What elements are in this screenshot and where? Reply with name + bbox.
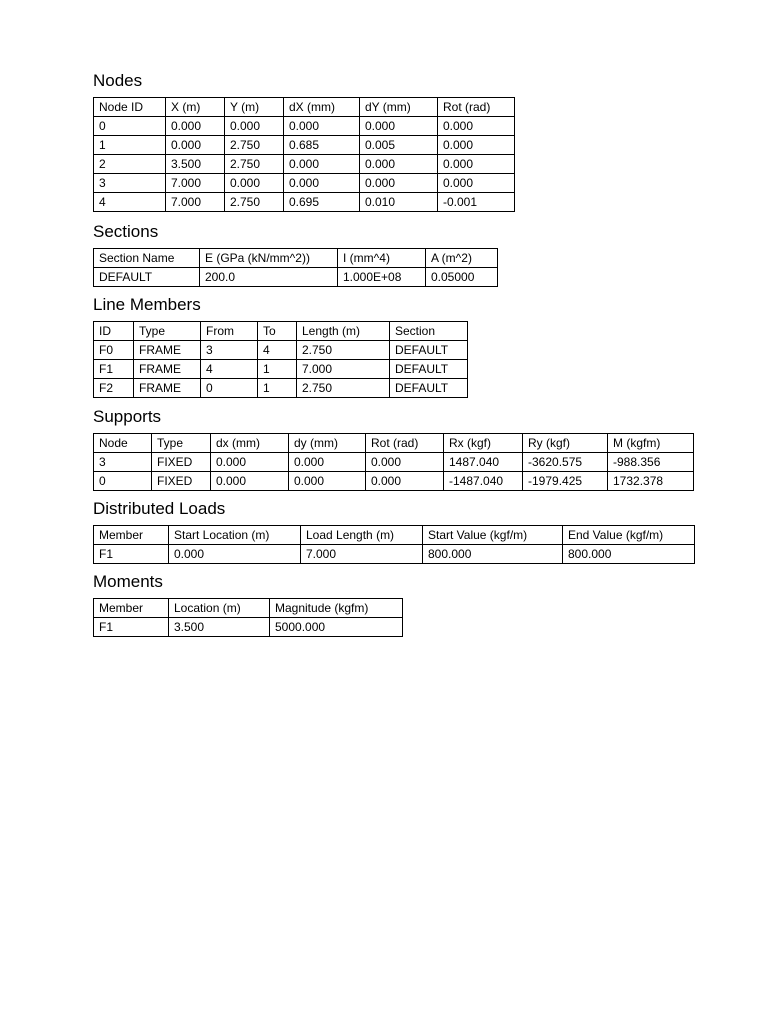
line-members-section xyxy=(93,295,468,398)
table-cell: 0.000 xyxy=(284,117,360,136)
table-row xyxy=(94,472,694,491)
column-header: E (GPa (kN/mm^2)) xyxy=(200,249,338,268)
table-cell: F1 xyxy=(94,545,169,564)
sections-section xyxy=(93,222,498,287)
table-cell: 0.000 xyxy=(211,472,289,491)
column-header: Length (m) xyxy=(297,322,390,341)
column-header: dy (mm) xyxy=(289,434,366,453)
table-cell: 0.695 xyxy=(284,193,360,212)
table-cell: 1732.378 xyxy=(608,472,694,491)
table-cell: FRAME xyxy=(134,379,201,398)
table-row xyxy=(94,136,515,155)
distributed-loads-section xyxy=(93,499,695,564)
column-header: Rx (kgf) xyxy=(444,434,523,453)
line-members-table xyxy=(93,321,468,398)
column-header: Y (m) xyxy=(225,98,284,117)
column-header: Node ID xyxy=(94,98,166,117)
table-cell: 0.000 xyxy=(225,117,284,136)
table-cell: 7.000 xyxy=(301,545,423,564)
column-header: A (m^2) xyxy=(426,249,498,268)
table-cell: 0.000 xyxy=(289,453,366,472)
table-cell: F1 xyxy=(94,360,134,379)
table-cell: 2.750 xyxy=(297,379,390,398)
table-cell: 7.000 xyxy=(166,193,225,212)
column-header: Load Length (m) xyxy=(301,526,423,545)
table-cell: 7.000 xyxy=(297,360,390,379)
table-cell: 0.000 xyxy=(284,155,360,174)
column-header: Member xyxy=(94,526,169,545)
table-cell: FIXED xyxy=(152,472,211,491)
moments-section xyxy=(93,572,403,637)
table-cell: FRAME xyxy=(134,341,201,360)
column-header: Magnitude (kgfm) xyxy=(270,599,403,618)
column-header: Location (m) xyxy=(169,599,270,618)
table-cell: 2.750 xyxy=(225,193,284,212)
sections-title: Sections xyxy=(93,222,159,241)
table-header-row xyxy=(94,322,468,341)
table-cell: 1.000E+08 xyxy=(338,268,426,287)
table-cell: DEFAULT xyxy=(94,268,200,287)
column-header: Type xyxy=(134,322,201,341)
table-cell: F2 xyxy=(94,379,134,398)
supports-section xyxy=(93,407,694,491)
table-header-row xyxy=(94,599,403,618)
table-row xyxy=(94,193,515,212)
table-cell: 4 xyxy=(94,193,166,212)
column-header: M (kgfm) xyxy=(608,434,694,453)
table-header-row xyxy=(94,249,498,268)
column-header: Type xyxy=(152,434,211,453)
table-cell: 0.000 xyxy=(438,117,515,136)
moments-table xyxy=(93,598,403,637)
table-row xyxy=(94,545,695,564)
table-cell: DEFAULT xyxy=(390,379,468,398)
table-cell: 0.000 xyxy=(211,453,289,472)
column-header: dx (mm) xyxy=(211,434,289,453)
table-cell: 200.0 xyxy=(200,268,338,287)
table-cell: 3 xyxy=(201,341,258,360)
table-row xyxy=(94,268,498,287)
distributed-loads-title: Distributed Loads xyxy=(93,499,226,518)
table-cell: 0.000 xyxy=(284,174,360,193)
table-cell: 2.750 xyxy=(225,155,284,174)
table-cell: 5000.000 xyxy=(270,618,403,637)
table-cell: DEFAULT xyxy=(390,341,468,360)
table-cell: 0.000 xyxy=(166,136,225,155)
column-header: Node xyxy=(94,434,152,453)
table-cell: -3620.575 xyxy=(523,453,608,472)
table-cell: 1 xyxy=(258,360,297,379)
table-header-row xyxy=(94,526,695,545)
table-row xyxy=(94,379,468,398)
table-cell: 0.000 xyxy=(225,174,284,193)
table-cell: 2.750 xyxy=(297,341,390,360)
column-header: Section xyxy=(390,322,468,341)
table-cell: 0.000 xyxy=(289,472,366,491)
line-members-title: Line Members xyxy=(93,295,201,314)
moments-title: Moments xyxy=(93,572,163,591)
table-cell: 1 xyxy=(94,136,166,155)
table-cell: 0.005 xyxy=(360,136,438,155)
table-row xyxy=(94,174,515,193)
column-header: Start Location (m) xyxy=(169,526,301,545)
column-header: ID xyxy=(94,322,134,341)
table-cell: 0.000 xyxy=(360,174,438,193)
table-cell: 0.000 xyxy=(360,155,438,174)
table-header-row xyxy=(94,98,515,117)
table-cell: 3 xyxy=(94,174,166,193)
table-cell: 0.685 xyxy=(284,136,360,155)
column-header: End Value (kgf/m) xyxy=(563,526,695,545)
column-header: Ry (kgf) xyxy=(523,434,608,453)
table-row xyxy=(94,155,515,174)
table-cell: 0.000 xyxy=(166,117,225,136)
table-cell: 0.000 xyxy=(438,136,515,155)
column-header: dY (mm) xyxy=(360,98,438,117)
table-cell: 0 xyxy=(201,379,258,398)
table-cell: 0.000 xyxy=(438,174,515,193)
table-cell: 1487.040 xyxy=(444,453,523,472)
column-header: Rot (rad) xyxy=(366,434,444,453)
table-cell: 0 xyxy=(94,117,166,136)
table-cell: 3.500 xyxy=(166,155,225,174)
column-header: X (m) xyxy=(166,98,225,117)
table-cell: 0 xyxy=(94,472,152,491)
table-row xyxy=(94,117,515,136)
column-header: Member xyxy=(94,599,169,618)
nodes-table xyxy=(93,97,515,212)
column-header: Section Name xyxy=(94,249,200,268)
table-cell: 800.000 xyxy=(423,545,563,564)
table-cell: DEFAULT xyxy=(390,360,468,379)
table-cell: 1 xyxy=(258,379,297,398)
column-header: From xyxy=(201,322,258,341)
distributed-loads-table xyxy=(93,525,695,564)
nodes-section xyxy=(93,71,515,212)
table-cell: 2 xyxy=(94,155,166,174)
table-cell: 3 xyxy=(94,453,152,472)
column-header: To xyxy=(258,322,297,341)
supports-title: Supports xyxy=(93,407,162,426)
table-row xyxy=(94,618,403,637)
sections-table xyxy=(93,248,498,287)
table-row xyxy=(94,453,694,472)
table-row xyxy=(94,360,468,379)
table-cell: 2.750 xyxy=(225,136,284,155)
table-row xyxy=(94,341,468,360)
table-cell: -1487.040 xyxy=(444,472,523,491)
table-cell: 3.500 xyxy=(169,618,270,637)
table-cell: 800.000 xyxy=(563,545,695,564)
nodes-title: Nodes xyxy=(93,71,143,90)
table-cell: 0.000 xyxy=(360,117,438,136)
table-cell: FIXED xyxy=(152,453,211,472)
table-cell: 0.010 xyxy=(360,193,438,212)
table-header-row xyxy=(94,434,694,453)
table-cell: 0.05000 xyxy=(426,268,498,287)
table-cell: F1 xyxy=(94,618,169,637)
table-cell: FRAME xyxy=(134,360,201,379)
supports-table xyxy=(93,433,694,491)
table-cell: 0.000 xyxy=(366,453,444,472)
table-cell: 0.000 xyxy=(366,472,444,491)
table-cell: -0.001 xyxy=(438,193,515,212)
table-cell: -1979.425 xyxy=(523,472,608,491)
table-cell: F0 xyxy=(94,341,134,360)
table-cell: -988.356 xyxy=(608,453,694,472)
column-header: I (mm^4) xyxy=(338,249,426,268)
table-cell: 0.000 xyxy=(438,155,515,174)
column-header: dX (mm) xyxy=(284,98,360,117)
column-header: Rot (rad) xyxy=(438,98,515,117)
column-header: Start Value (kgf/m) xyxy=(423,526,563,545)
table-cell: 0.000 xyxy=(169,545,301,564)
table-cell: 4 xyxy=(258,341,297,360)
table-cell: 7.000 xyxy=(166,174,225,193)
table-cell: 4 xyxy=(201,360,258,379)
